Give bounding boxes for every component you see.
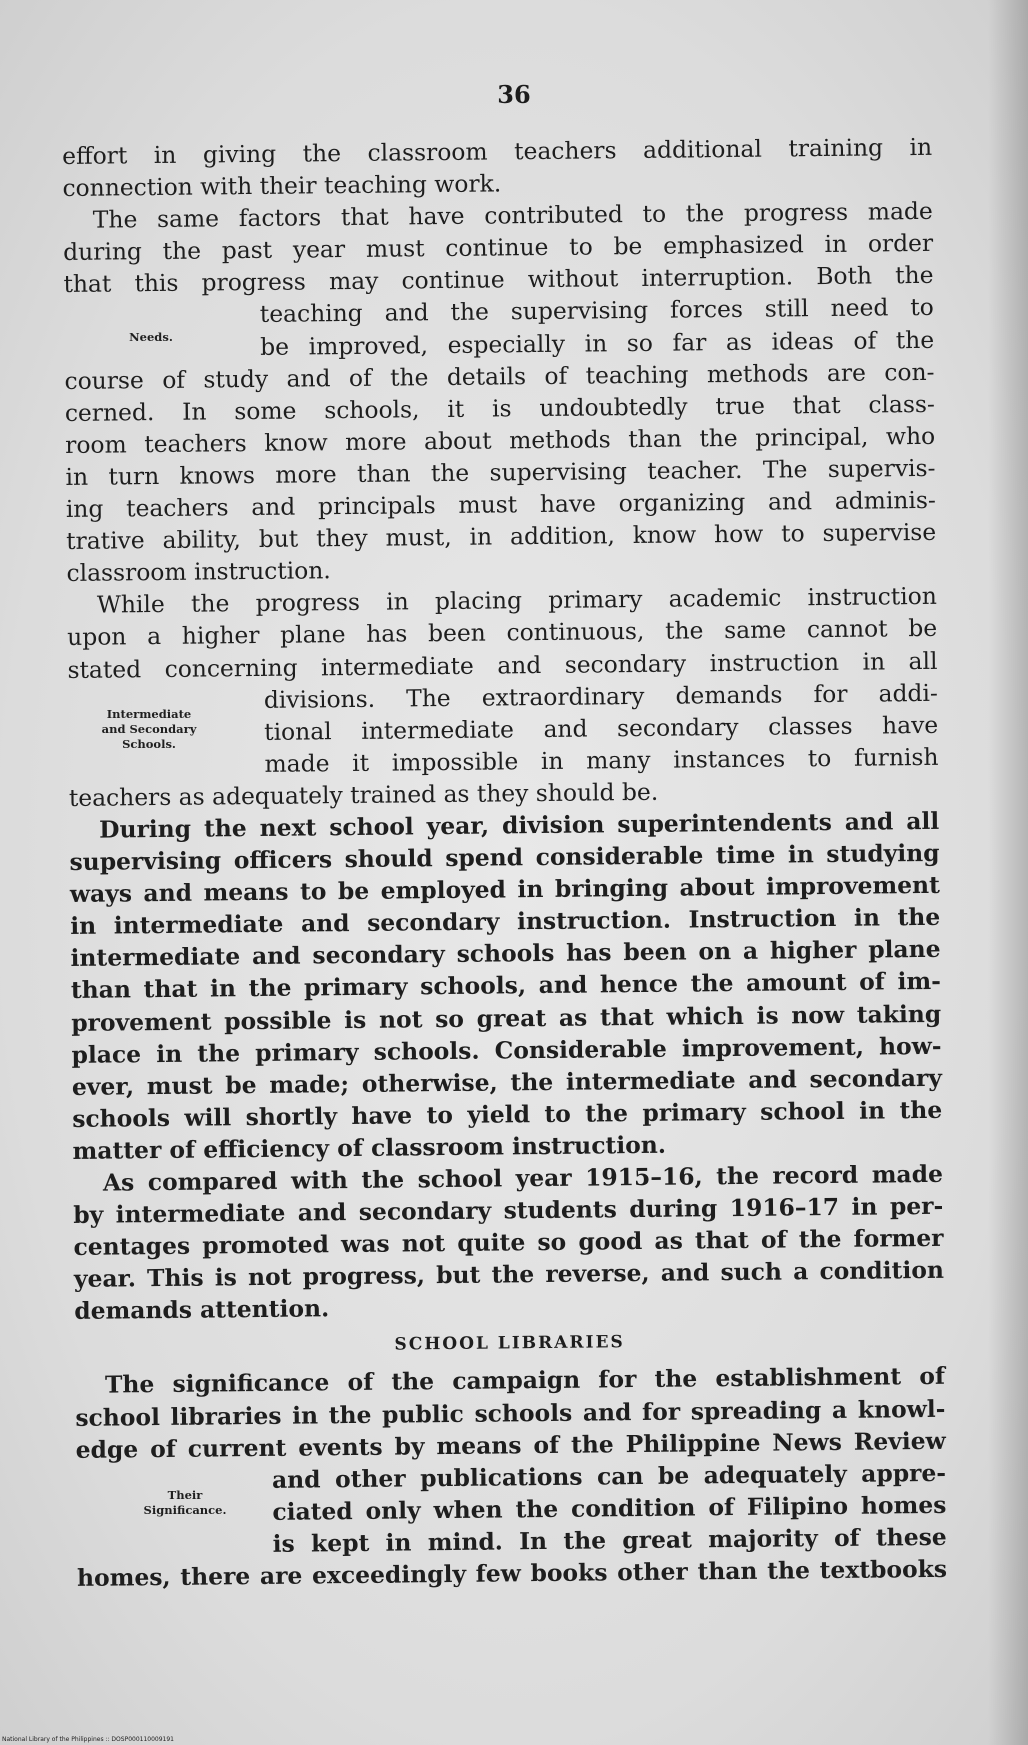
text-line: effort in giving the classroom teachers additional training in <box>62 132 933 170</box>
sidenote-line: Schools. <box>122 737 176 751</box>
text-line: is kept in mind. In the great majority of these <box>272 1522 947 1558</box>
text-line: edge of current events by means of the Philippine News Review <box>75 1426 946 1464</box>
text-line: As compared with the school year 1915–16, the record made <box>102 1159 944 1197</box>
text-line: matter of efficiency of classroom instruction. <box>72 1130 667 1165</box>
text-line: made it impossible in many instances to furnish <box>264 742 939 778</box>
text-line: intermediate and secondary schools has been on a higher plane <box>70 935 941 973</box>
text-line: divisions. The extraordinary demands for addi- <box>263 678 938 714</box>
text-line: ways and means to be employed in bringing about improvement <box>69 871 940 909</box>
sidenote-needs <box>86 330 216 345</box>
sidenote-intermediate-secondary <box>84 707 214 752</box>
sidenote-needs-text: Needs. <box>129 330 173 344</box>
text-line: connection with their teaching work. <box>62 169 502 203</box>
text-line: and other publications can be adequately appre- <box>271 1458 947 1494</box>
text-line: ing teachers and principals must have organizing and adminis- <box>65 485 936 524</box>
text-line: provement possible is not so great as that which is now taking <box>71 999 942 1037</box>
text-line: room teachers know more about methods than the principal, who <box>65 421 936 459</box>
text-line: teachers as adequately trained as they should be. <box>68 777 659 812</box>
text-line: course of study and of the details of teaching methods are con- <box>64 357 935 395</box>
text-line: tional intermediate and secondary classes have <box>264 710 939 746</box>
text-line: trative ability, but they must, in addition, know how to supervise <box>66 517 937 556</box>
sidenote-line: Intermediate <box>106 707 192 721</box>
text-line: that this progress may continue without interruption. Both the <box>63 261 934 299</box>
text-line: cerned. In some schools, it is undoubtedly true that class- <box>64 389 935 427</box>
text-line: stated concerning intermediate and secondary instruction in all <box>67 646 938 684</box>
text-line: homes, there are exceedingly few books other than the textbooks <box>76 1554 948 1592</box>
text-line: demands attention. <box>74 1294 330 1326</box>
text-line: in intermediate and secondary instruction. Instruction in the <box>70 903 941 941</box>
section-heading: SCHOOL LIBRARIES <box>394 1332 625 1356</box>
text-line: During the next school year, division superintendents and all <box>99 806 940 844</box>
text-line: The same factors that have contributed to the progress made <box>92 197 933 234</box>
text-line: be improved, especially in so far as ideas of the <box>260 325 935 361</box>
text-line: upon a higher plane has been continuous, the same cannot be <box>67 614 938 652</box>
text-line: by intermediate and secondary students during 1916–17 in per- <box>73 1191 944 1230</box>
text-line: ever, must be made; otherwise, the intermediate and secondary <box>71 1063 943 1101</box>
text-line: school libraries in the public schools and for spreading a knowl- <box>75 1394 946 1432</box>
sidenote-line: Their <box>167 1488 203 1502</box>
text-line: teaching and the supervising forces still need to <box>259 293 934 329</box>
sidenote-significance <box>120 1488 250 1518</box>
text-line: place in the primary schools. Considerable improvement, how- <box>71 1031 942 1069</box>
text-line: than that in the primary schools, and hence the amount of im- <box>70 967 942 1005</box>
page-number: 36 <box>497 80 531 109</box>
text-line: supervising officers should spend considerable time in studying <box>69 838 940 877</box>
text-line: year. This is not progress, but the reverse, and such a condition <box>73 1256 945 1294</box>
text-line: centages promoted was not quite so good as that of the former <box>73 1224 944 1262</box>
text-line: ciated only when the condition of Filipino homes <box>272 1490 947 1526</box>
page-edge-shadow <box>988 0 1028 1745</box>
text-line: schools will shortly have to yield to the primary school in the <box>72 1095 943 1133</box>
text-line: classroom instruction. <box>66 556 331 588</box>
text-line: The significance of the campaign for the establishment of <box>104 1362 946 1400</box>
source-footer: National Library of the Philippines :: DOSP000110009191 <box>2 1736 175 1743</box>
text-line: While the progress in placing primary academic instruction <box>96 582 937 619</box>
text-line: in turn knows more than the supervising teacher. The supervis- <box>65 453 936 491</box>
text-line: during the past year must continue to be emphasized in order <box>63 229 934 267</box>
sidenote-line: and Secondary <box>101 722 197 736</box>
body-text <box>62 131 947 1594</box>
sidenote-line: Significance. <box>143 1503 227 1517</box>
